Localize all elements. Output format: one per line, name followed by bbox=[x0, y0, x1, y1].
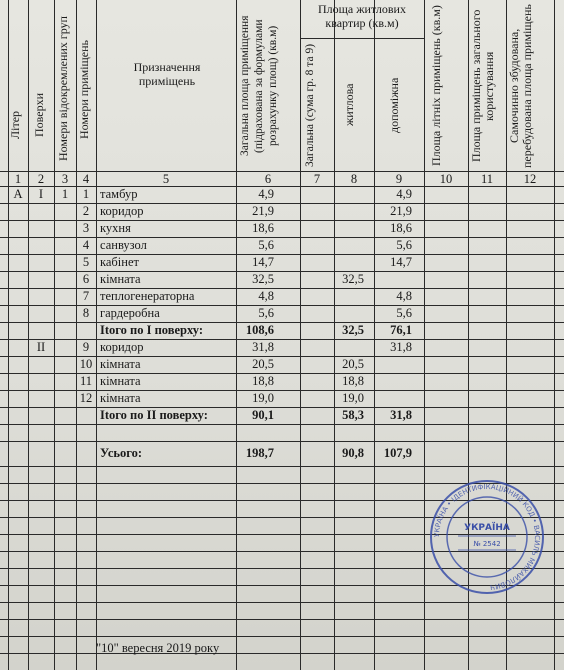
header-zagalna-sum: Загальна (сума гр. 8 та 9) bbox=[304, 43, 316, 167]
room-zhytlova: 32,5 bbox=[342, 272, 364, 286]
official-stamp bbox=[428, 478, 546, 596]
grid-line bbox=[554, 0, 555, 670]
room-total: 5,6 bbox=[258, 238, 274, 252]
room-total: 19,0 bbox=[252, 391, 274, 405]
room-name: кухня bbox=[100, 221, 131, 235]
header-vidokremleni-grupy: Номери відокремлених груп bbox=[56, 16, 70, 162]
room-number: 9 bbox=[82, 340, 90, 354]
header-litera: Літер bbox=[8, 110, 22, 140]
group-value: 1 bbox=[61, 187, 69, 201]
grid-line bbox=[300, 0, 301, 670]
grand-total-label: Усього: bbox=[100, 446, 143, 460]
header-samochynno: Самочинно збудована, перебудована площа приміщень bbox=[507, 4, 534, 168]
room-number: 11 bbox=[79, 374, 93, 388]
room-dopomizhna: 5,6 bbox=[396, 238, 412, 252]
grid-line bbox=[424, 0, 425, 670]
header-zagalne-korystuvannia: Площа приміщень загального користування bbox=[469, 9, 496, 163]
room-number: 6 bbox=[82, 272, 90, 286]
col-number: 5 bbox=[162, 172, 170, 186]
room-zhytlova: 20,5 bbox=[342, 357, 364, 371]
subtotal-dopomizhna: 76,1 bbox=[390, 323, 412, 337]
litera-value: А bbox=[13, 187, 23, 201]
col-number: 7 bbox=[313, 172, 321, 186]
room-total: 18,6 bbox=[252, 221, 274, 235]
room-number: 7 bbox=[82, 289, 90, 303]
room-total: 32,5 bbox=[252, 272, 274, 286]
room-total: 14,7 bbox=[252, 255, 274, 269]
svg-text:УКРАЇНА • ІДЕНТИФІКАЦІЙНИЙ КОД bbox=[433, 483, 541, 591]
grand-total-zhytlova: 90,8 bbox=[342, 446, 364, 460]
grand-total-total: 198,7 bbox=[245, 446, 274, 460]
room-dopomizhna: 21,9 bbox=[390, 204, 412, 218]
col-number: 10 bbox=[439, 172, 453, 186]
room-number: 12 bbox=[79, 391, 93, 405]
stamp-ring-text: УКРАЇНА • ІДЕНТИФІКАЦІЙНИЙ КОД • ВАСИЛЬ МИХАЙЛОВИЧ bbox=[432, 482, 542, 591]
room-number: 8 bbox=[82, 306, 90, 320]
room-name: тамбур bbox=[100, 187, 138, 201]
room-name: коридор bbox=[100, 204, 144, 218]
room-number: 2 bbox=[82, 204, 90, 218]
grid-line bbox=[96, 0, 97, 670]
room-number: 1 bbox=[82, 187, 90, 201]
stamp-center-text: УКРАЇНА bbox=[464, 523, 510, 533]
col-number: 1 bbox=[14, 172, 22, 186]
col-number: 3 bbox=[61, 172, 69, 186]
room-name: гардеробна bbox=[100, 306, 160, 320]
header-nomery-prymishchen: Номери приміщень bbox=[77, 39, 91, 139]
header-pryznachennia: Призначення приміщень bbox=[133, 60, 201, 88]
room-name: теплогенераторна bbox=[100, 289, 195, 303]
room-name: кімната bbox=[100, 374, 141, 388]
room-dopomizhna: 5,6 bbox=[396, 306, 412, 320]
header-litni: Площа літніх приміщень (кв.м) bbox=[429, 5, 443, 167]
col-number: 4 bbox=[82, 172, 90, 186]
room-dopomizhna: 31,8 bbox=[390, 340, 412, 354]
room-number: 10 bbox=[79, 357, 93, 371]
subtotal-zhytlova: 32,5 bbox=[342, 323, 364, 337]
header-poverkhy: Поверхи bbox=[32, 93, 46, 138]
room-total: 4,8 bbox=[258, 289, 274, 303]
subtotal-label: Itого по I поверху: bbox=[100, 323, 203, 337]
floor-label: II bbox=[36, 340, 46, 354]
col-number: 8 bbox=[350, 172, 358, 186]
grid-line bbox=[54, 0, 55, 670]
room-dopomizhna: 18,6 bbox=[390, 221, 412, 235]
room-name: кімната bbox=[100, 391, 141, 405]
room-total: 20,5 bbox=[252, 357, 274, 371]
header-zhytlovi-kvartyry: Площа житлових квартир (кв.м) bbox=[318, 2, 406, 30]
subtotal-dopomizhna: 31,8 bbox=[390, 408, 412, 422]
room-total: 4,9 bbox=[258, 187, 274, 201]
room-name: кімната bbox=[100, 357, 141, 371]
col-number: 6 bbox=[264, 172, 272, 186]
room-total: 5,6 bbox=[258, 306, 274, 320]
stamp-seal bbox=[428, 478, 546, 596]
stamp-number: № 2542 bbox=[473, 540, 501, 548]
room-name: коридор bbox=[100, 340, 144, 354]
col-number: 12 bbox=[523, 172, 537, 186]
col-number: 11 bbox=[480, 172, 494, 186]
room-number: 5 bbox=[82, 255, 90, 269]
grand-total-dopomizhna: 107,9 bbox=[383, 446, 412, 460]
col-number: 9 bbox=[395, 172, 403, 186]
header-zagalna-ploshcha: Загальна площа приміщення (підрахована за формулами розрахунку площ) (кв.м) bbox=[239, 15, 279, 157]
subtotal-label: Itого по II поверху: bbox=[100, 408, 208, 422]
footer-date: "10" вересня 2019 року bbox=[96, 641, 220, 655]
room-total: 18,8 bbox=[252, 374, 274, 388]
subtotal-total: 108,6 bbox=[245, 323, 274, 337]
grid-line bbox=[300, 38, 424, 39]
room-name: кабінет bbox=[100, 255, 139, 269]
room-total: 21,9 bbox=[252, 204, 274, 218]
subtotal-zhytlova: 58,3 bbox=[342, 408, 364, 422]
room-number: 3 bbox=[82, 221, 90, 235]
room-zhytlova: 19,0 bbox=[342, 391, 364, 405]
room-name: кімната bbox=[100, 272, 141, 286]
room-dopomizhna: 4,8 bbox=[396, 289, 412, 303]
room-name: санвузол bbox=[100, 238, 147, 252]
subtotal-total: 90,1 bbox=[252, 408, 274, 422]
room-number: 4 bbox=[82, 238, 90, 252]
col-number: 2 bbox=[37, 172, 45, 186]
room-zhytlova: 18,8 bbox=[342, 374, 364, 388]
grid-line bbox=[28, 0, 29, 670]
floor-label: I bbox=[38, 187, 44, 201]
header-dopomizhna: допоміжна bbox=[387, 77, 401, 133]
room-dopomizhna: 4,9 bbox=[396, 187, 412, 201]
room-total: 31,8 bbox=[252, 340, 274, 354]
room-dopomizhna: 14,7 bbox=[390, 255, 412, 269]
header-zhytlova: житлова bbox=[342, 83, 356, 127]
